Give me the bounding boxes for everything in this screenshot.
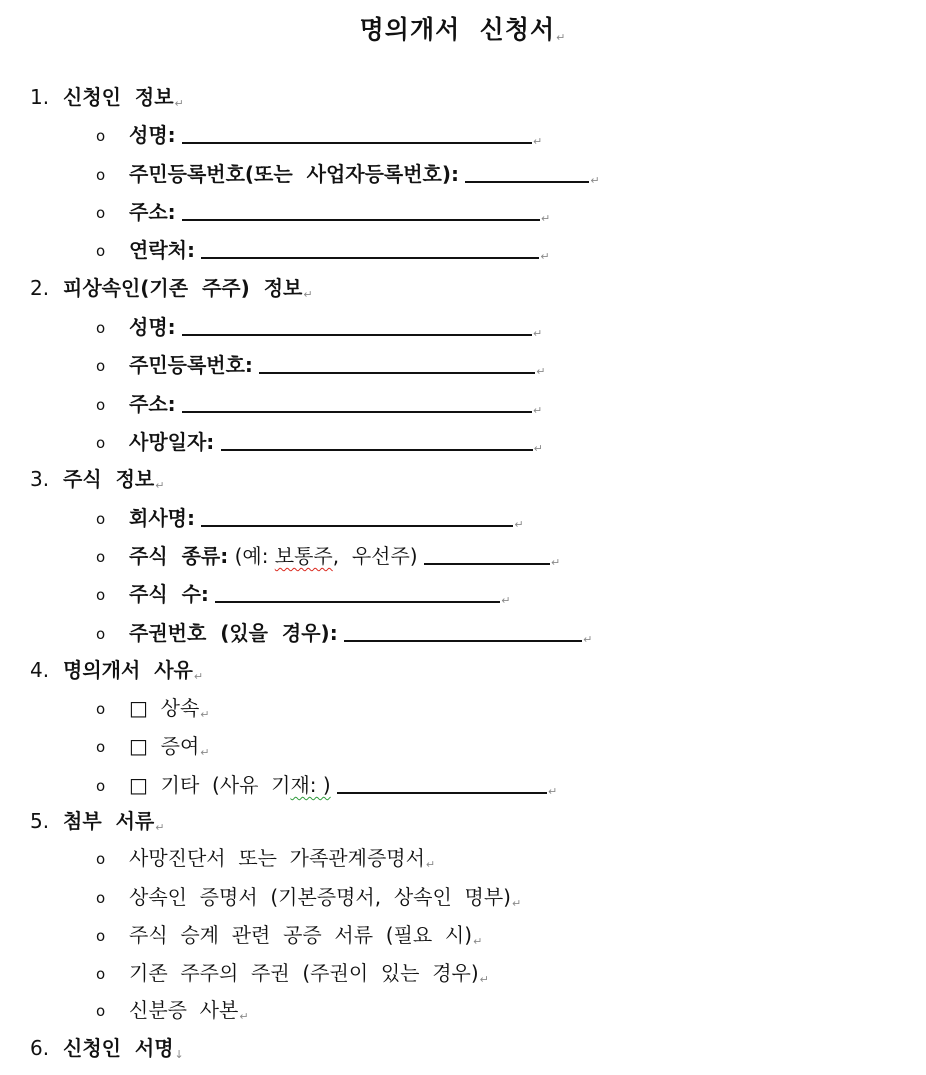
text: 명의개서 신청서 xyxy=(359,15,556,44)
bullet-icon: o xyxy=(96,396,106,414)
text: 신청인 정보 xyxy=(63,85,174,109)
bullet-icon: o xyxy=(96,700,106,718)
bullet-icon: o xyxy=(96,510,106,528)
field-label: 주소: xyxy=(129,392,176,416)
decedent-address-row xyxy=(96,391,542,417)
applicant-id-row xyxy=(96,161,600,187)
text: 주식 정보 xyxy=(63,467,155,491)
text: 첨부 서류 xyxy=(63,809,155,833)
attachment-item xyxy=(96,997,249,1023)
death-date-blank[interactable] xyxy=(221,429,533,451)
field-label: 주권번호 (있을 경우): xyxy=(129,621,338,645)
paragraph-mark-icon: ↵ xyxy=(533,327,543,340)
paragraph-mark-icon: ↓ xyxy=(174,1048,184,1061)
paragraph-mark-icon: ↵ xyxy=(239,1010,249,1023)
paragraph-mark-icon: ↵ xyxy=(550,556,561,569)
share-type-blank[interactable] xyxy=(424,543,550,565)
checkbox-icon[interactable]: □ xyxy=(129,773,148,797)
text: 피상속인(기존 주주) 정보 xyxy=(63,276,303,300)
company-name-blank[interactable] xyxy=(201,505,513,527)
paragraph-mark-icon: ↵ xyxy=(303,288,313,301)
field-label: 연락처: xyxy=(129,238,195,262)
spellcheck-word: 보통주 xyxy=(274,544,333,568)
field-label: 주민등록번호: xyxy=(129,353,253,377)
bullet-icon: o xyxy=(96,586,106,604)
applicant-id-blank[interactable] xyxy=(465,161,589,183)
bullet-icon: o xyxy=(96,777,106,795)
applicant-contact-row xyxy=(96,237,550,263)
section-number: 2. xyxy=(30,276,50,300)
bullet-icon: o xyxy=(96,204,106,222)
certificate-number-row xyxy=(96,620,592,646)
paragraph-mark-icon: ↵ xyxy=(548,785,558,798)
death-date-row xyxy=(96,429,543,455)
section-1-heading xyxy=(30,84,184,110)
bullet-icon: o xyxy=(96,738,106,756)
share-type-row xyxy=(96,543,560,569)
bullet-icon: o xyxy=(96,166,106,184)
share-type-hint-close: , 우선주) xyxy=(332,544,418,568)
company-name-row xyxy=(96,505,524,531)
field-label: 주민등록번호(또는 사업자등록번호): xyxy=(129,162,460,186)
attachment-label: 사망진단서 또는 가족관계증명서 xyxy=(129,846,425,870)
bullet-icon: o xyxy=(96,242,106,260)
certificate-number-blank[interactable] xyxy=(344,620,582,642)
field-label: 주식 종류: xyxy=(129,544,229,568)
section-3-heading xyxy=(30,466,164,492)
section-6-heading xyxy=(30,1035,184,1061)
decedent-name-row xyxy=(96,314,542,340)
paragraph-mark-icon: ↵ xyxy=(533,442,543,455)
bullet-icon: o xyxy=(96,127,106,145)
text: 신청인 서명 xyxy=(63,1036,174,1060)
document-title xyxy=(0,10,926,46)
attachment-label: 신분증 사본 xyxy=(129,998,239,1022)
section-number: 1. xyxy=(30,85,50,109)
attachment-item xyxy=(96,884,521,910)
field-label: 성명: xyxy=(129,123,176,147)
paragraph-mark-icon: ↵ xyxy=(533,135,543,148)
paragraph-mark-icon: ↵ xyxy=(473,935,483,948)
field-label: 성명: xyxy=(129,315,176,339)
reason-other-row[interactable] xyxy=(96,772,557,798)
field-label: 주식 수: xyxy=(129,582,209,606)
decedent-id-row xyxy=(96,352,546,378)
bullet-icon: o xyxy=(96,625,106,643)
paragraph-mark-icon: ↵ xyxy=(583,633,593,646)
applicant-address-row xyxy=(96,199,550,225)
paragraph-mark-icon: ↵ xyxy=(533,404,543,417)
decedent-name-blank[interactable] xyxy=(182,314,532,336)
section-2-heading xyxy=(30,275,313,301)
checkbox-icon[interactable]: □ xyxy=(129,696,148,720)
field-label: 사망일자: xyxy=(129,430,215,454)
reason-gift-row[interactable] xyxy=(96,733,209,759)
attachment-item xyxy=(96,922,482,948)
paragraph-mark-icon: ↵ xyxy=(541,212,551,225)
attachment-item xyxy=(96,960,489,986)
bullet-icon: o xyxy=(96,357,106,375)
reason-label: 증여 xyxy=(160,734,200,758)
applicant-name-row xyxy=(96,122,542,148)
attachment-label: 기존 주주의 주권 (주권이 있는 경우) xyxy=(129,961,479,985)
reason-label: 기타 (사유 기 xyxy=(160,773,291,797)
attachment-item xyxy=(96,845,435,871)
paragraph-mark-icon: ↵ xyxy=(556,31,567,44)
checkbox-icon[interactable]: □ xyxy=(129,734,148,758)
paragraph-mark-icon: ↵ xyxy=(536,365,546,378)
share-count-row xyxy=(96,581,510,607)
section-number: 3. xyxy=(30,467,50,491)
field-label: 주소: xyxy=(129,200,176,224)
bullet-icon: o xyxy=(96,548,106,566)
paragraph-mark-icon: ↵ xyxy=(514,518,524,531)
paragraph-mark-icon: ↵ xyxy=(193,670,204,683)
field-label: 회사명: xyxy=(129,506,195,530)
share-type-hint: (예: xyxy=(228,544,275,568)
bullet-icon: o xyxy=(96,927,106,945)
section-4-heading xyxy=(30,657,203,683)
spellcheck-word: 재: ) xyxy=(290,773,331,797)
bullet-icon: o xyxy=(96,965,106,983)
paragraph-mark-icon: ↵ xyxy=(501,594,511,607)
decedent-address-blank[interactable] xyxy=(182,391,532,413)
paragraph-mark-icon: ↵ xyxy=(200,708,210,721)
decedent-id-blank[interactable] xyxy=(259,352,535,374)
paragraph-mark-icon: ↵ xyxy=(511,897,522,910)
bullet-icon: o xyxy=(96,850,106,868)
share-count-blank[interactable] xyxy=(215,581,500,603)
bullet-icon: o xyxy=(96,889,106,907)
paragraph-mark-icon: ↵ xyxy=(174,97,184,110)
section-number: 4. xyxy=(30,658,50,682)
applicant-address-blank[interactable] xyxy=(182,199,540,221)
paragraph-mark-icon: ↵ xyxy=(590,174,600,187)
reason-inheritance-row[interactable] xyxy=(96,695,209,721)
attachment-label: 주식 승계 관련 공증 서류 (필요 시) xyxy=(129,923,473,947)
reason-other-blank[interactable] xyxy=(337,772,547,794)
paragraph-mark-icon: ↵ xyxy=(200,746,210,759)
section-5-heading xyxy=(30,808,164,834)
bullet-icon: o xyxy=(96,1002,106,1020)
paragraph-mark-icon: ↵ xyxy=(540,250,550,263)
attachment-label: 상속인 증명서 (기본증명서, 상속인 명부) xyxy=(129,885,511,909)
applicant-name-blank[interactable] xyxy=(182,122,532,144)
section-number: 5. xyxy=(30,809,50,833)
section-number: 6. xyxy=(30,1036,50,1060)
paragraph-mark-icon: ↵ xyxy=(155,479,165,492)
applicant-contact-blank[interactable] xyxy=(201,237,539,259)
reason-label: 상속 xyxy=(160,696,200,720)
bullet-icon: o xyxy=(96,319,106,337)
paragraph-mark-icon: ↵ xyxy=(155,821,165,834)
text: 명의개서 사유 xyxy=(63,658,193,682)
paragraph-mark-icon: ↵ xyxy=(479,973,489,986)
paragraph-mark-icon: ↵ xyxy=(425,858,436,871)
bullet-icon: o xyxy=(96,434,106,452)
